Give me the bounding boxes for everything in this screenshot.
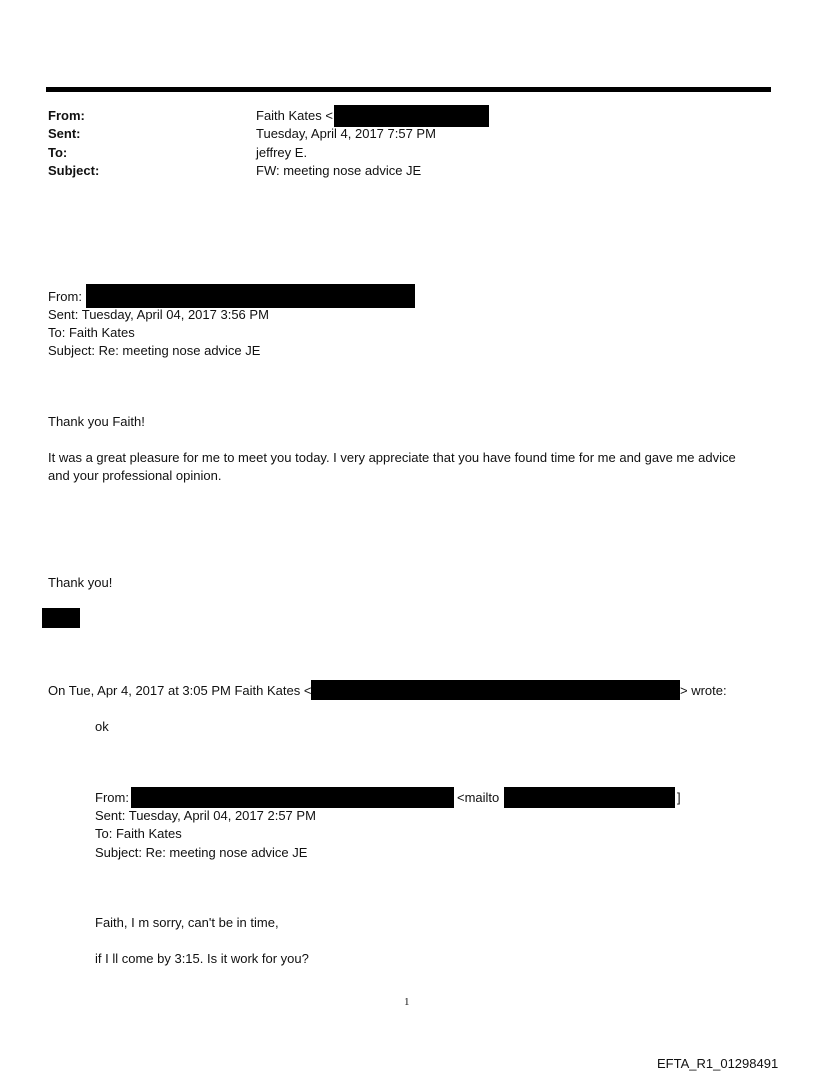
redaction-box [311,680,680,700]
reply1-subject: Subject: Re: meeting nose advice JE [48,343,261,358]
redaction-box [334,105,489,127]
quote-intro-end: > wrote: [680,683,727,698]
subject-label: Subject: [48,163,100,178]
redaction-box [86,284,415,308]
from-value: Faith Kates < [256,108,333,123]
quote-ok: ok [95,719,109,734]
reply1-to: To: Faith Kates [48,325,135,340]
quote-intro: On Tue, Apr 4, 2017 at 3:05 PM Faith Kates < [48,683,312,698]
quote-sent: Sent: Tuesday, April 04, 2017 2:57 PM [95,808,316,823]
document-id: EFTA_R1_01298491 [657,1056,779,1071]
page-number: 1 [404,996,410,1008]
quote-line1: Faith, I m sorry, can't be in time, [95,915,279,930]
to-value: jeffrey E. [256,145,308,160]
body-closing: Thank you! [48,575,113,590]
quote-to: To: Faith Kates [95,826,182,841]
body-greeting: Thank you Faith! [48,414,145,429]
sent-value: Tuesday, April 4, 2017 7:57 PM [256,126,436,141]
quote-mailto-end: ] [677,790,681,805]
quote-line2: if I ll come by 3:15. Is it work for you? [95,951,309,966]
sent-label: Sent: [48,126,81,141]
from-label: From: [48,108,85,123]
reply1-sent: Sent: Tuesday, April 04, 2017 3:56 PM [48,307,269,322]
header-rule [46,87,771,92]
subject-value: FW: meeting nose advice JE [256,163,422,178]
signature-redaction [42,608,80,628]
redaction-box [131,787,454,808]
redaction-box [504,787,675,808]
body-paragraph-line2: and your professional opinion. [48,468,222,483]
quote-from: From: [95,790,129,805]
reply1-from: From: [48,289,82,304]
quote-mailto: <mailto [457,790,500,805]
quote-subject: Subject: Re: meeting nose advice JE [95,845,308,860]
to-label: To: [48,145,68,160]
body-paragraph-line1: It was a great pleasure for me to meet you today. I very appreciate that you have found time for me and gave me advice [48,450,736,465]
